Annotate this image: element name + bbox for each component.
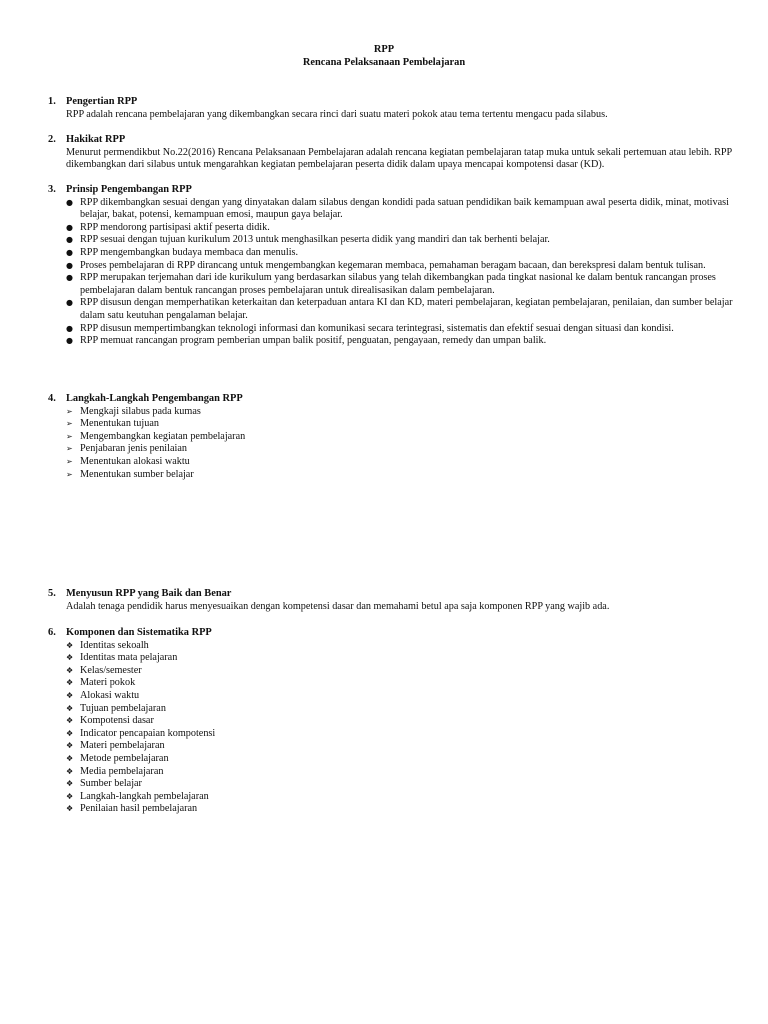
diamond-icon: ❖ [66, 779, 74, 789]
section-number: 1. [48, 96, 56, 107]
list-item: ❖ Kelas/semester [66, 664, 142, 676]
list-item: ➢ Mengembangkan kegiatan pembelajaran [66, 430, 246, 442]
diamond-icon: ❖ [66, 804, 74, 814]
diamond-icon: ❖ [66, 728, 74, 738]
list-item: ● RPP memuat rancangan program pemberian umpan balik positif, penguatan, pengayaan, remedy dan umpan balik. [66, 335, 547, 347]
arrow-icon: ➢ [66, 444, 73, 454]
bullet-icon: ● [66, 260, 73, 270]
bullet-icon: ● [66, 273, 73, 283]
section-title: Hakikat RPP [66, 134, 126, 145]
section-heading [48, 96, 738, 109]
diamond-icon: ❖ [66, 665, 74, 675]
section-hakikat [48, 134, 738, 172]
diamond-icon: ❖ [66, 716, 74, 726]
section-title: Pengertian RPP [66, 96, 138, 107]
bullet-icon: ● [66, 222, 73, 232]
list-item: ❖ Materi pokok [66, 677, 136, 689]
list-item: ● RPP merupakan terjemahan dari ide kurikulum yang berdasarkan silabus yang telah dikembangkan pada tingkat nasional ke dalam bentuk rancangan proses pembelajaran dalam bentuk rancangan proses pembelajaran untuk direalisasikan dalam pembelajaran. [66, 272, 716, 296]
bullet-icon: ● [66, 197, 73, 207]
list-item: ❖ Langkah-langkah pembelajaran [66, 790, 209, 802]
section-heading [48, 588, 738, 601]
diamond-icon: ❖ [66, 753, 74, 763]
diamond-icon: ❖ [66, 690, 74, 700]
list-item: ❖ Sumber belajar [66, 778, 142, 790]
section-heading [48, 393, 738, 406]
section-prinsip [48, 184, 738, 348]
arrow-list [48, 406, 738, 482]
diamond-icon: ❖ [66, 640, 74, 650]
bullet-icon: ● [66, 298, 73, 308]
list-item: ● RPP dikembangkan sesuai dengan yang dinyatakan dalam silabus dengan kondidi pada satuan pendidikan baik kemampuan awal peserta didik, minat, motivasi belajar, bakat, potensi, kemampuan emosi, maupun gaya belajar. [66, 196, 729, 221]
list-item: ❖ Kompotensi dasar [66, 715, 154, 727]
section-number: 4. [48, 393, 56, 404]
list-item: ➢ Penjabaran jenis penilaian [66, 443, 187, 455]
section-title: Prinsip Pengembangan RPP [66, 184, 192, 195]
bullet-icon: ● [66, 336, 73, 346]
diamond-icon: ❖ [66, 741, 74, 751]
arrow-icon: ➢ [66, 431, 73, 441]
list-item: ● Proses pembelajaran di RPP dirancang untuk mengembangkan kegemaran membaca, pemahaman beragam bacaan, dan berekspresi dalam bentuk tulisan. [66, 259, 706, 271]
section-paragraph: Adalah tenaga pendidik harus menyesuaikan dengan kompetensi dasar dan memahami betul apa saja komponen RPP yang wajib ada. [66, 600, 610, 612]
diamond-list [48, 640, 738, 816]
arrow-icon: ➢ [66, 456, 73, 466]
section-heading [48, 184, 738, 197]
section-number: 3. [48, 184, 56, 195]
bullet-icon: ● [66, 235, 73, 245]
section-menyusun [48, 588, 738, 613]
list-item: ➢ Mengkaji silabus pada kumas [66, 405, 201, 417]
list-item: ➢ Menentukan tujuan [66, 418, 159, 430]
list-item: ❖ Alokasi waktu [66, 689, 140, 701]
list-item: ● RPP sesuai dengan tujuan kurikulum 2013 untuk menghasilkan peserta didik yang mandiri dan tak berhenti belajar. [66, 234, 550, 246]
list-item: ● RPP mengembangkan budaya membaca dan menulis. [66, 246, 299, 258]
diamond-icon: ❖ [66, 703, 74, 713]
list-item: ❖ Identitas sekoalh [66, 639, 149, 651]
document-title: RPP [373, 44, 395, 55]
section-paragraph: RPP adalah rencana pembelajaran yang dikembangkan secara rinci dari suatu materi pokok atau tema tertentu mengacu pada silabus. [66, 108, 608, 120]
section-number: 2. [48, 134, 56, 145]
bullet-icon: ● [66, 323, 73, 333]
arrow-icon: ➢ [66, 419, 73, 429]
bullet-icon: ● [66, 247, 73, 257]
list-item: ❖ Media pembelajaran [66, 765, 164, 777]
bullet-list [48, 197, 738, 348]
section-komponen [48, 627, 738, 816]
list-item: ❖ Identitas mata pelajaran [66, 652, 178, 664]
list-item: ● RPP disusun dengan memperhatikan keterkaitan dan keterpaduan antara KI dan KD, materi pembelajaran, kegiatan pembelajaran, penilaian, dan sumber belajar dalam satu keutuhan pengalaman belajar. [66, 297, 733, 321]
section-heading [48, 134, 738, 147]
section-paragraph: Menurut permendikbut No.22(2016) Rencana Pelaksanaan Pembelajaran adalah rencana kegiatan pembelajaran tatap muka untuk sekali pertemuan atau lebih. RPP dikembangkan dari silabus untuk mengarahkan kegiatan pembelajaran peserta didik dalam upaya mencapai kompotensi dasar (KD). [66, 146, 732, 171]
list-item: ❖ Penilaian hasil pembelajaran [66, 803, 198, 815]
section-title: Langkah-Langkah Pengembangan RPP [66, 393, 243, 404]
diamond-icon: ❖ [66, 653, 74, 663]
list-item: ❖ Indicator pencapaian kompotensi [66, 727, 216, 739]
diamond-icon: ❖ [66, 766, 74, 776]
section-number: 6. [48, 627, 56, 638]
arrow-icon: ➢ [66, 406, 73, 416]
list-item: ❖ Tujuan pembelajaran [66, 702, 166, 714]
section-number: 5. [48, 588, 56, 599]
list-item: ➢ Menentukan sumber belajar [66, 468, 194, 480]
list-item: ● RPP disusun mempertimbangkan teknologi informasi dan komunikasi secara terintegrasi, sistematis dan efektif sesuai dengan situasi dan kondisi. [66, 322, 674, 334]
section-heading [48, 627, 738, 640]
section-pengertian [48, 96, 738, 121]
document-subtitle: Rencana Pelaksanaan Pembelajaran [302, 57, 466, 68]
section-title: Komponen dan Sistematika RPP [66, 627, 212, 638]
diamond-icon: ❖ [66, 791, 74, 801]
list-item: ➢ Menentukan alokasi waktu [66, 455, 190, 467]
list-item: ❖ Materi pembelajaran [66, 740, 165, 752]
diamond-icon: ❖ [66, 678, 74, 688]
list-item: ● RPP mendorong partisipasi aktif peserta didik. [66, 221, 270, 233]
section-langkah [48, 393, 738, 481]
arrow-icon: ➢ [66, 469, 73, 479]
list-item: ❖ Metode pembelajaran [66, 752, 169, 764]
section-title: Menyusun RPP yang Baik dan Benar [66, 588, 232, 599]
